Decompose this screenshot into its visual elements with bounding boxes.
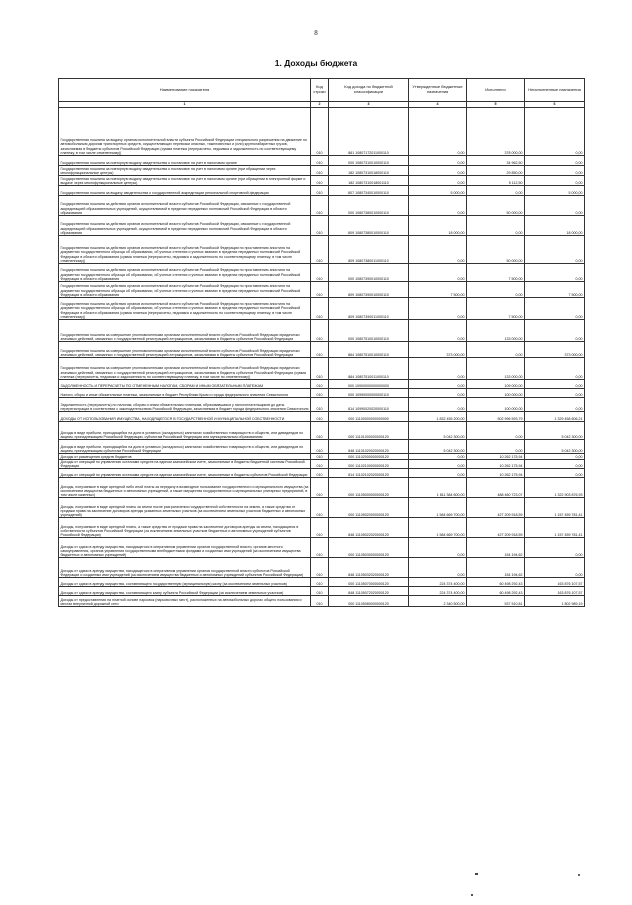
column-header: Наименование показателя: [59, 79, 311, 102]
cell-executed: 537 510,81: [467, 596, 525, 607]
cell-unexecuted: 163 876 107,57: [525, 587, 585, 596]
cell-executed: 10 262 175,94: [467, 460, 525, 469]
table-row: [59, 596, 585, 607]
cell-code: 010: [311, 156, 329, 166]
cell-unexecuted: 0,00: [525, 469, 585, 478]
page-title: 1. Доходы бюджета: [274, 58, 358, 68]
table-row: [59, 558, 585, 578]
table-row: [59, 398, 585, 412]
cell-code: 010: [311, 166, 329, 176]
scan-speck: [475, 873, 478, 875]
cell-approved: 0,00: [409, 454, 467, 460]
cell-name: Государственная пошлина за совершение уполномоченными органами исполнительной власти субъектов Российской Федерации юридически значимых действий, связанных с государственной регистрацией аттракционов, зачисляемая в бюджеты субъектов Российской Федерации (сумма платежа (перерасчеты, недоимка и задолженность по соответствующему платежу, в том числе по отмененному)): [59, 358, 311, 380]
cell-executed: 502 996 593,79: [467, 412, 525, 422]
cell-name: Государственная пошлина за совершение уполномоченными органами исполнительной власти субъектов Российской Федерации юридически значимых действий, связанных с государственной регистрацией аттракционов, зачисляемая в бюджеты субъектов Российской Федерации: [59, 320, 311, 342]
cell-executed: 100 000,00: [467, 398, 525, 412]
cell-name: Доходы, получаемые в виде арендной либо иной платы за передачу в возмездное пользование государственного и муниципального имущества (за исключением имущества бюджетных и автономных учреждений, а также имущества государственных и муниципальных унитарных предприятий, в том числе казенных): [59, 478, 311, 498]
scan-speck: [578, 874, 580, 876]
cell-unexecuted: 0,00: [525, 298, 585, 320]
cell-cls: 000 11105070000000120: [329, 578, 409, 587]
cell-unexecuted: 0,00: [525, 454, 585, 460]
table-row: [59, 166, 585, 176]
cell-executed: 133 000,00: [467, 358, 525, 380]
cell-approved: 224 374 400,00: [409, 578, 467, 587]
cell-cls: 000 10807310010000110: [329, 156, 409, 166]
table-row: [59, 342, 585, 358]
cell-name: Государственная пошлина за выдачу органом исполнительной власти субъекта Российской Федерации специального разрешения на движение по автомобильным дорогам транспортных средств, осуществляющих перевозки опасных, тяжеловесных и (или) крупногабаритных грузов, зачисляемая в бюджеты субъектов Российской Федерации (сумма платежа (перерасчеты, недоимка и задолженность по соответствующему платежу, в том числе отмененному)): [59, 108, 311, 156]
cell-name: Государственная пошлина за действия органов исполнительной власти субъектов Российской Федерации по проставлению апостиля на документах государственного образца об образовании, об ученых степенях и ученых званиях в пределах переданных полномочий Российской Федерации в области образования (сумма платежа (перерасчеты, недоимка и задолженность по соответствующему платежу, в том числе отмененному)): [59, 236, 311, 264]
cell-unexecuted: 0,00: [525, 320, 585, 342]
header-row: [59, 79, 585, 102]
cell-name: Доходы от операций по управлению остатками средств на едином казначейском счете, зачисляемые в бюджеты бюджетной системы Российской Федерации: [59, 460, 311, 469]
cell-executed: 0,00: [467, 422, 525, 440]
cell-approved: 224 374 400,00: [409, 587, 467, 596]
table-row: [59, 389, 585, 398]
cell-name: Налоги, сборы и иные обязательные платежи, зачисляемые в бюджет Республики Крым и города федерального значения Севастополя: [59, 389, 311, 398]
table-row: [59, 440, 585, 454]
column-number: 2: [311, 102, 329, 108]
table-row: [59, 108, 585, 156]
cell-approved: 0,00: [409, 108, 467, 156]
cell-code: 010: [311, 440, 329, 454]
cell-approved: 0,00: [409, 264, 467, 282]
cell-unexecuted: 373 000,00: [525, 342, 585, 358]
cell-cls: 861 10807172011000110: [329, 108, 409, 156]
cell-name: Государственная пошлина за выдачу свидетельства о государственной аккредитации региональной спортивной федерации: [59, 186, 311, 196]
cell-approved: 0,00: [409, 469, 467, 478]
table-row: [59, 478, 585, 498]
table-row: [59, 538, 585, 558]
cell-code: 010: [311, 298, 329, 320]
cell-name: Государственная пошлина за повторную выдачу свидетельства о постановке на учет в налоговом органе: [59, 156, 311, 166]
cell-unexecuted: 0,00: [525, 156, 585, 166]
cell-executed: 0,00: [467, 216, 525, 236]
cell-executed: 0,00: [467, 342, 525, 358]
cell-name: Доходы от размещения средств бюджетов: [59, 454, 311, 460]
cell-executed: 427 209 918,59: [467, 518, 525, 538]
cell-name: Государственная пошлина за действия органов исполнительной власти субъектов Российской Федерации, связанные с государственной аккредитацией образовательных учреждений, осуществляемой в пределах переданных полномочий Российской Федерации в области образования: [59, 196, 311, 216]
cell-approved: 18 000,00: [409, 216, 467, 236]
cell-executed: 154 194,62: [467, 538, 525, 558]
cell-unexecuted: 0,00: [525, 358, 585, 380]
table-row: [59, 320, 585, 342]
cell-code: 010: [311, 236, 329, 264]
cell-executed: 378 000,00: [467, 108, 525, 156]
table-row: [59, 282, 585, 298]
cell-code: 010: [311, 538, 329, 558]
table-row: [59, 578, 585, 587]
cell-name: ДОХОДЫ ОТ ИСПОЛЬЗОВАНИЯ ИМУЩЕСТВА, НАХОДЯЩЕГОСЯ В ГОСУДАРСТВЕННОЙ И МУНИЦИПАЛЬНОЙ СОБСТВЕННОСТИ: [59, 412, 311, 422]
cell-cls: 000 11101000000000120: [329, 422, 409, 440]
cell-code: 010: [311, 478, 329, 498]
table-row: [59, 298, 585, 320]
cell-executed: 154 194,62: [467, 558, 525, 578]
cell-code: 010: [311, 412, 329, 422]
cell-cls: 814 11102102020000120: [329, 469, 409, 478]
cell-executed: 7 500,00: [467, 264, 525, 282]
cell-cls: 848 11105022020000120: [329, 518, 409, 538]
cell-executed: 109 000,00: [467, 380, 525, 389]
cell-unexecuted: 1 322 903 876,93: [525, 478, 585, 498]
cell-code: 010: [311, 389, 329, 398]
page-number: 8: [314, 29, 318, 37]
cell-approved: 5 000,00: [409, 186, 467, 196]
cell-approved: 373 000,00: [409, 342, 467, 358]
cell-unexecuted: 0,00: [525, 166, 585, 176]
cell-executed: 0,00: [467, 186, 525, 196]
cell-cls: 000 11105000000000120: [329, 478, 409, 498]
cell-executed: 0,00: [467, 440, 525, 454]
cell-name: Государственная пошлина за повторную выдачу свидетельства о постановке на учет в налоговом органе (при обращении в электронной форме и выдаче через многофункциональные центры): [59, 176, 311, 186]
cell-cls: 000 11105030000000120: [329, 538, 409, 558]
cell-code: 010: [311, 216, 329, 236]
table-row: [59, 156, 585, 166]
cell-unexecuted: 0,00: [525, 108, 585, 156]
cell-approved: 2 340 500,00: [409, 596, 467, 607]
cell-cls: 000 11102100000000120: [329, 460, 409, 469]
cell-approved: 1 584 669 700,00: [409, 498, 467, 518]
table-row: [59, 498, 585, 518]
cell-cls: 000 10990000000000110: [329, 389, 409, 398]
cell-unexecuted: 163 876 107,57: [525, 578, 585, 587]
column-header: Код строки: [311, 79, 329, 102]
cell-approved: 1 832 455 200,00: [409, 412, 467, 422]
cell-approved: 7 500,00: [409, 282, 467, 298]
cell-executed: 488 460 723,07: [467, 478, 525, 498]
cell-name: Доходы от сдачи в аренду имущества, составляющего государственную (муниципальную) казну (за исключением земельных участков): [59, 578, 311, 587]
column-header: Неисполненные назначения: [525, 79, 585, 102]
cell-executed: 50 000,00: [467, 236, 525, 264]
table-row: [59, 412, 585, 422]
cell-approved: 0,00: [409, 398, 467, 412]
cell-approved: 0,00: [409, 358, 467, 380]
table-row: [59, 236, 585, 264]
cell-unexecuted: 0,00: [525, 538, 585, 558]
cell-executed: 0,00: [467, 282, 525, 298]
table-row: [59, 587, 585, 596]
cell-unexecuted: 5 042 300,00: [525, 422, 585, 440]
cell-unexecuted: 0,00: [525, 558, 585, 578]
cell-name: ЗАДОЛЖЕННОСТЬ И ПЕРЕРАСЧЕТЫ ПО ОТМЕНЕННЫМ НАЛОГАМ, СБОРАМ И ИНЫМ ОБЯЗАТЕЛЬНЫМ ПЛАТЕЖАМ: [59, 380, 311, 389]
cell-approved: 1 811 384 600,00: [409, 478, 467, 498]
cell-name: Доходы от сдачи в аренду имущества, находящегося в оперативном управлении органов государственной власти субъектов Российской Федерации и созданных ими учреждений (за исключением имущества бюджетных и автономных учреждений субъектов Российской Федерации): [59, 558, 311, 578]
cell-cls: 000 10807510010000110: [329, 320, 409, 342]
cell-approved: 0,00: [409, 156, 467, 166]
cell-name: Доходы от сдачи в аренду имущества, составляющего казну субъекта Российской Федерации (за исключением земельных участков): [59, 587, 311, 596]
table-row: [59, 469, 585, 478]
cell-approved: 0,00: [409, 320, 467, 342]
table-row: [59, 216, 585, 236]
cell-name: Государственная пошлина за действия органов исполнительной власти субъектов Российской Федерации по проставлению апостиля на документах государственного образца об образовании, об ученых степенях и ученых званиях в пределах переданных полномочий Российской Федерации в области образования: [59, 282, 311, 298]
cell-code: 010: [311, 587, 329, 596]
table-row: [59, 176, 585, 186]
cell-code: 010: [311, 380, 329, 389]
cell-approved: 0,00: [409, 558, 467, 578]
cell-name: Доходы от предоставления на платной основе парковок (парковочных мест), расположенных на автомобильных дорогах общего пользования и местах внеуличной дорожной сети: [59, 596, 311, 607]
cell-cls: 000 11100000000000000: [329, 412, 409, 422]
cell-cls: 809 10807380011000110: [329, 236, 409, 264]
cell-cls: 000 11105080000000120: [329, 596, 409, 607]
cell-approved: 0,00: [409, 460, 467, 469]
cell-executed: 10 262 175,94: [467, 469, 525, 478]
cell-cls: 000 10807390010000110: [329, 264, 409, 282]
cell-cls: 809 10807380010000110: [329, 216, 409, 236]
cell-cls: 864 10807510010000110: [329, 342, 409, 358]
cell-cls: 814 10990020020000110: [329, 398, 409, 412]
table-row: [59, 518, 585, 538]
cell-code: 010: [311, 578, 329, 587]
cell-approved: 0,00: [409, 380, 467, 389]
table-row: [59, 186, 585, 196]
scan-speck: [471, 894, 473, 896]
column-number: 6: [525, 102, 585, 108]
cell-unexecuted: 0,00: [525, 398, 585, 412]
cell-unexecuted: 5 000,00: [525, 186, 585, 196]
cell-executed: 7 500,00: [467, 298, 525, 320]
cell-approved: 0,00: [409, 538, 467, 558]
cell-unexecuted: 18 000,00: [525, 216, 585, 236]
cell-code: 010: [311, 398, 329, 412]
cell-approved: 0,00: [409, 176, 467, 186]
cell-cls: 000 10807380010000110: [329, 196, 409, 216]
cell-approved: 0,00: [409, 298, 467, 320]
cell-unexecuted: 0,00: [525, 236, 585, 264]
cell-executed: 34 962,50: [467, 156, 525, 166]
table-row: [59, 460, 585, 469]
cell-name: Государственная пошлина за совершение уполномоченными органами исполнительной власти субъектов Российской Федерации юридически значимых действий, связанных с государственной регистрацией аттракционов, зачисляемая в бюджеты субъектов Российской Федерации: [59, 342, 311, 358]
cell-code: 010: [311, 186, 329, 196]
column-number: 1: [59, 102, 311, 108]
cell-code: 010: [311, 320, 329, 342]
column-header: Утвержденные бюджетные назначения: [409, 79, 467, 102]
cell-cls: 809 10807390010000110: [329, 282, 409, 298]
cell-cls: 807 10807340010000110: [329, 186, 409, 196]
table-row: [59, 380, 585, 389]
cell-unexecuted: 0,00: [525, 380, 585, 389]
cell-cls: 864 10807510011000110: [329, 358, 409, 380]
revenue-table: [58, 78, 585, 607]
cell-code: 010: [311, 596, 329, 607]
cell-name: Государственная пошлина за действия органов исполнительной власти субъектов Российской Федерации, связанные с государственной аккредитацией образовательных учреждений, осуществляемой в пределах переданных полномочий Российской Федерации в области образования: [59, 216, 311, 236]
cell-name: Задолженность (перерасчеты) по налогам, сборам и иным обязательным платежам, образовавшаяся у налогоплательщиков до даты перерегистрации в соответствии с законодательством Российской Федерации, зачисляемая в бюджет города федерального значения Севастополя: [59, 398, 311, 412]
cell-executed: 5 112,50: [467, 176, 525, 186]
cell-cls: 000 10900000000000000: [329, 380, 409, 389]
cell-executed: 60 498 292,43: [467, 578, 525, 587]
table-row: [59, 196, 585, 216]
cell-unexecuted: 0,00: [525, 264, 585, 282]
column-number: 5: [467, 102, 525, 108]
cell-executed: 10 262 175,94: [467, 454, 525, 460]
cell-cls: 809 10807390011000110: [329, 298, 409, 320]
cell-code: 010: [311, 358, 329, 380]
cell-name: Доходы в виде прибыли, приходящейся на доли в уставных (складочных) капиталах хозяйственных товариществ и обществ, или дивидендов по акциям, принадлежащим Российской Федерации, субъектам Российской Федерации или муниципальным образованиям: [59, 422, 311, 440]
cell-name: Доходы от сдачи в аренду имущества, находящегося в оперативном управлении органов государственной власти, органов местного самоуправления, органов управления государственными внебюджетными фондами и созданных ими учреждений (за исключением имущества бюджетных и автономных учреждений): [59, 538, 311, 558]
cell-unexecuted: 7 500,00: [525, 282, 585, 298]
cell-name: Государственная пошлина за действия органов исполнительной власти субъектов Российской Федерации по проставлению апостиля на документах государственного образца об образовании, об ученых степенях и ученых званиях в пределах переданных полномочий Российской Федерации в области образования (сумма платежа (перерасчеты, недоимка и задолженность по соответствующему платежу, в том числе отмененному)): [59, 298, 311, 320]
cell-code: 010: [311, 264, 329, 282]
cell-unexecuted: 0,00: [525, 389, 585, 398]
cell-name: Государственная пошлина за действия органов исполнительной власти субъектов Российской Федерации по проставлению апостиля на документах государственного образца об образовании, об ученых степенях и ученых званиях в пределах переданных полномочий Российской Федерации в области образования: [59, 264, 311, 282]
cell-cls: 848 11105072020000120: [329, 587, 409, 596]
cell-code: 010: [311, 469, 329, 478]
cell-code: 010: [311, 518, 329, 538]
cell-code: 010: [311, 460, 329, 469]
cell-approved: 5 042 300,00: [409, 422, 467, 440]
table-row: [59, 358, 585, 380]
cell-unexecuted: 5 042 300,00: [525, 440, 585, 454]
cell-code: 010: [311, 498, 329, 518]
cell-unexecuted: 1 329 458 606,21: [525, 412, 585, 422]
cell-code: 010: [311, 282, 329, 298]
cell-code: 010: [311, 196, 329, 216]
column-number: 4: [409, 102, 467, 108]
cell-executed: 427 209 918,59: [467, 498, 525, 518]
column-header: Код дохода по бюджетной классификации: [329, 79, 409, 102]
cell-cls: 000 11102000000000120: [329, 454, 409, 460]
cell-executed: 133 000,00: [467, 320, 525, 342]
cell-unexecuted: 0,00: [525, 196, 585, 216]
cell-unexecuted: 1 802 989,19: [525, 596, 585, 607]
cell-code: 010: [311, 422, 329, 440]
cell-approved: 0,00: [409, 389, 467, 398]
table-row: [59, 422, 585, 440]
cell-unexecuted: 0,00: [525, 176, 585, 186]
column-number: 3: [329, 102, 409, 108]
cell-code: 010: [311, 558, 329, 578]
cell-executed: 100 000,00: [467, 389, 525, 398]
cell-code: 010: [311, 108, 329, 156]
cell-unexecuted: 1 157 459 781,41: [525, 518, 585, 538]
cell-approved: 1 584 669 700,00: [409, 518, 467, 538]
table-row: [59, 264, 585, 282]
cell-cls: 182 10807310018001110: [329, 176, 409, 186]
cell-name: Доходы, получаемые в виде арендной платы за земли после разграничения государственной собственности на землю, а также средства от продажи права на заключение договоров аренды указанных земельных участков (за исключением земельных участков бюджетных и автономных учреждений): [59, 498, 311, 518]
cell-name: Доходы от операций по управлению остатками средств на едином казначейском счете, зачисляемые в бюджеты субъектов Российской Федерации: [59, 469, 311, 478]
column-header: Исполнено: [467, 79, 525, 102]
cell-executed: 60 498 292,43: [467, 587, 525, 596]
cell-executed: 50 000,00: [467, 196, 525, 216]
cell-name: Государственная пошлина за повторную выдачу свидетельства о постановке на учет в налоговом органе (при обращении через многофункциональные центры): [59, 166, 311, 176]
cell-code: 010: [311, 176, 329, 186]
cell-approved: 0,00: [409, 166, 467, 176]
cell-approved: 0,00: [409, 196, 467, 216]
cell-name: Доходы в виде прибыли, приходящейся на доли в уставных (складочных) капиталах хозяйственных товариществ и обществ, или дивидендов по акциям, принадлежащим субъектам Российской Федерации: [59, 440, 311, 454]
cell-approved: 5 042 300,00: [409, 440, 467, 454]
cell-name: Доходы, получаемые в виде арендной платы, а также средства от продажи права на заключение договоров аренды за земли, находящиеся в собственности субъектов Российской Федерации (за исключением земельных участков бюджетных и автономных учреждений субъектов Российской Федерации): [59, 518, 311, 538]
cell-unexecuted: 1 157 459 781,41: [525, 498, 585, 518]
cell-unexecuted: 0,00: [525, 460, 585, 469]
cell-code: 010: [311, 454, 329, 460]
cell-cls: 000 11105020000000120: [329, 498, 409, 518]
cell-executed: 29 850,00: [467, 166, 525, 176]
cell-cls: 848 11101020020000120: [329, 440, 409, 454]
cell-cls: 182 10807310018000110: [329, 166, 409, 176]
cell-code: 010: [311, 342, 329, 358]
cell-cls: 848 11105032020000120: [329, 558, 409, 578]
cell-approved: 0,00: [409, 236, 467, 264]
